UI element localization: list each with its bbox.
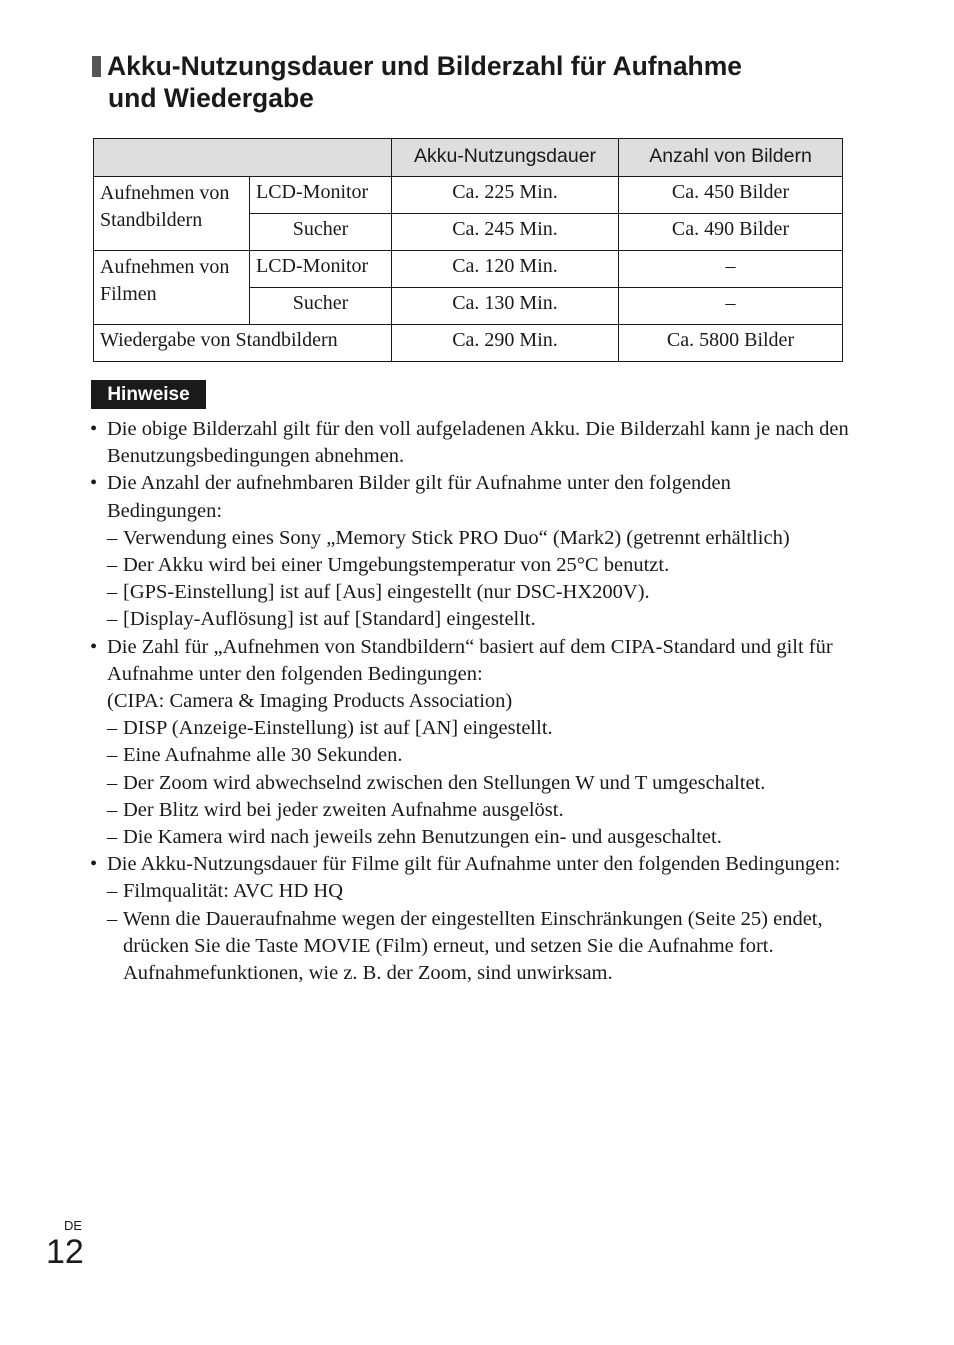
mode-cell: LCD-Monitor	[250, 177, 392, 214]
language-code: DE	[64, 1218, 83, 1233]
table-header-empty	[94, 139, 392, 177]
duration-cell: Ca. 290 Min.	[392, 325, 619, 362]
note-item	[90, 851, 850, 987]
note-text: Die Zahl für „Aufnehmen von Standbildern“ basiert auf dem CIPA-Standard und gilt für Aufnahme unter den folgenden Bedingungen:	[107, 635, 833, 685]
note-subitem-text: DISP (Anzeige-Einstellung) ist auf [AN] eingestellt.	[123, 717, 553, 740]
dash-icon: –	[107, 717, 118, 740]
note-subitem-text: Wenn die Daueraufnahme wegen der eingestellten Einschränkungen (Seite 25) endet, drücken Sie die Taste MOVIE (Film) erneut, und setzen Sie die Aufnahme fort. Aufnahmefunktionen, wie z. B. der Zoom, sind unwirksam.	[123, 907, 823, 985]
note-subitem	[107, 906, 850, 988]
mode-cell: Sucher	[250, 288, 392, 325]
table-header-row	[94, 139, 843, 177]
note-subitem-text: [Display-Auflösung] ist auf [Standard] eingestellt.	[123, 608, 536, 631]
images-cell: –	[619, 288, 843, 325]
note-subitem	[107, 797, 850, 824]
images-cell: Ca. 490 Bilder	[619, 214, 843, 251]
note-subitem-text: Der Zoom wird abwechselnd zwischen den Stellungen W und T umgeschaltet.	[123, 771, 766, 794]
section-heading	[92, 50, 852, 114]
duration-cell: Ca. 225 Min.	[392, 177, 619, 214]
note-subitem-text: Verwendung eines Sony „Memory Stick PRO Duo“ (Mark2) (getrennt erhältlich)	[123, 526, 790, 549]
note-text: Die Akku-Nutzungsdauer für Filme gilt für Aufnahme unter den folgenden Bedingungen:	[107, 853, 841, 876]
bullet-icon: •	[90, 853, 98, 876]
dash-icon: –	[107, 526, 118, 549]
dash-icon: –	[107, 581, 118, 604]
group-label: Aufnehmen von Filmen	[94, 251, 250, 325]
section-marker-icon	[92, 56, 101, 77]
images-cell: –	[619, 251, 843, 288]
images-cell: Ca. 450 Bilder	[619, 177, 843, 214]
heading-line-1: Akku-Nutzungsdauer und Bilderzahl für Aufnahme	[107, 51, 743, 81]
bullet-icon: •	[90, 472, 98, 495]
note-subitem-text: Filmqualität: AVC HD HQ	[123, 880, 344, 903]
heading-line-2: und Wiedergabe	[108, 83, 314, 113]
bullet-icon: •	[90, 418, 98, 440]
note-extra: (CIPA: Camera & Imaging Products Association)	[107, 690, 513, 713]
table-header-duration: Akku-Nutzungsdauer	[392, 139, 619, 177]
page-number: 12	[46, 1233, 84, 1271]
note-subitem	[107, 824, 850, 851]
duration-cell: Ca. 120 Min.	[392, 251, 619, 288]
duration-cell: Ca. 245 Min.	[392, 214, 619, 251]
dash-icon: –	[107, 826, 118, 849]
note-subitem	[107, 552, 850, 579]
dash-icon: –	[107, 907, 118, 930]
group-label: Aufnehmen von Standbildern	[94, 177, 250, 251]
notes-list	[90, 416, 850, 987]
note-subitem-text: Eine Aufnahme alle 30 Sekunden.	[123, 744, 403, 767]
bullet-icon: •	[90, 635, 98, 658]
images-cell: Ca. 5800 Bilder	[619, 325, 843, 362]
note-subitem-text: Der Blitz wird bei jeder zweiten Aufnahme ausgelöst.	[123, 798, 564, 821]
dash-icon: –	[107, 798, 118, 821]
note-subitem-text: [GPS-Einstellung] ist auf [Aus] eingestellt (nur DSC-HX200V).	[123, 581, 650, 604]
dash-icon: –	[107, 744, 118, 767]
notes-badge: Hinweise	[91, 380, 206, 409]
dash-icon: –	[107, 554, 118, 577]
note-subitem	[107, 715, 850, 742]
note-subitem	[107, 770, 850, 797]
note-subitem	[107, 579, 850, 606]
note-subitem-text: Der Akku wird bei einer Umgebungstemperatur von 25°C benutzt.	[123, 554, 670, 577]
note-item	[90, 416, 850, 470]
table-row	[94, 251, 843, 288]
table-row	[94, 325, 843, 362]
note-text: Die Anzahl der aufnehmbaren Bilder gilt für Aufnahme unter den folgenden Bedingungen:	[107, 472, 731, 522]
dash-icon: –	[107, 880, 118, 903]
note-text: Die obige Bilderzahl gilt für den voll aufgeladenen Akku. Die Bilderzahl kann je nach den Benutzungsbedingungen abnehmen.	[107, 418, 849, 468]
note-item	[90, 634, 850, 852]
dash-icon: –	[107, 608, 118, 631]
note-item	[90, 470, 850, 633]
note-subitem	[107, 742, 850, 769]
note-subitem-text: Die Kamera wird nach jeweils zehn Benutzungen ein- und ausgeschaltet.	[123, 826, 722, 849]
dash-icon: –	[107, 771, 118, 794]
table-header-images: Anzahl von Bildern	[619, 139, 843, 177]
battery-table	[93, 138, 843, 362]
note-subitem	[107, 606, 850, 633]
note-subitem	[107, 878, 850, 905]
playback-label: Wiedergabe von Standbildern	[94, 325, 392, 362]
note-subitem	[107, 525, 850, 552]
table-row	[94, 177, 843, 214]
mode-cell: LCD-Monitor	[250, 251, 392, 288]
duration-cell: Ca. 130 Min.	[392, 288, 619, 325]
mode-cell: Sucher	[250, 214, 392, 251]
